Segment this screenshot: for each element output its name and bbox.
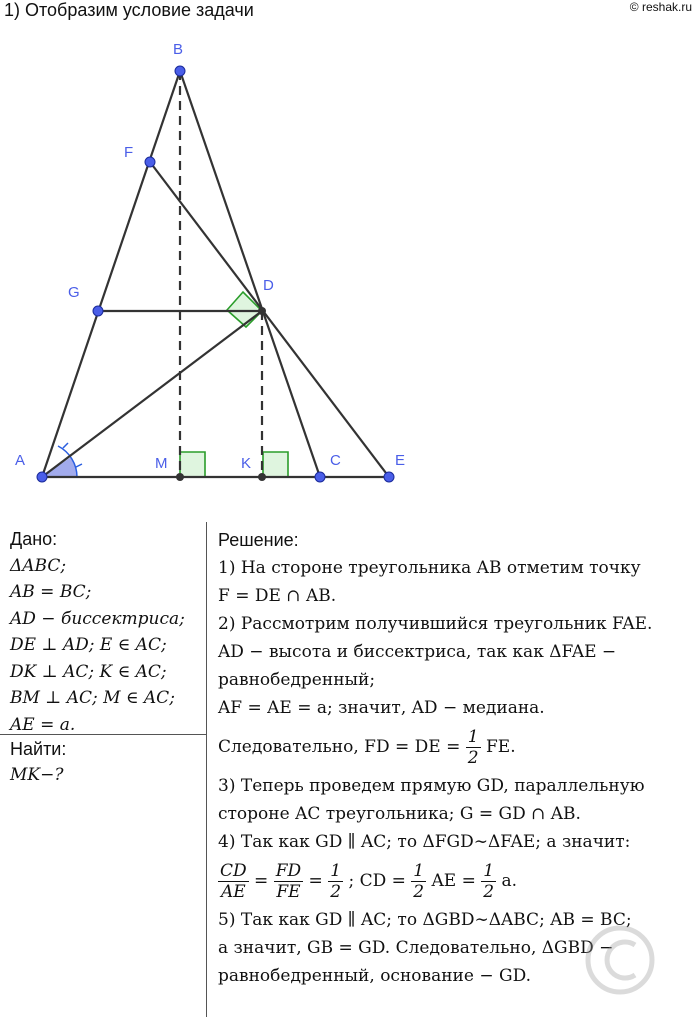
watermark-text: © reshak.ru (629, 0, 692, 14)
given-line: DE ⊥ AD; E ∈ AC; (10, 635, 167, 655)
fraction-numerator: 1 (330, 861, 342, 881)
equals-sign: = (254, 871, 269, 891)
given-line: AB = BC; (10, 582, 92, 602)
fraction-denominator: 2 (483, 882, 495, 902)
solution-line: 3) Теперь проведем прямую GD, параллельную (218, 776, 645, 796)
fraction (274, 861, 303, 902)
fraction-numerator: 1 (413, 861, 425, 881)
equals-sign: = (308, 871, 323, 891)
point-c (315, 472, 325, 482)
given-block (10, 526, 204, 738)
fraction (466, 727, 481, 768)
point-k (258, 473, 266, 481)
solution-line: AD − высота и биссектриса, так как ΔFAE − (218, 642, 617, 662)
given-line: AD − биссектриса; (10, 608, 185, 629)
segment-ad (42, 311, 262, 477)
fraction (411, 861, 426, 902)
right-angle-d (227, 292, 262, 327)
label-c: C (330, 452, 341, 469)
fraction (218, 861, 249, 902)
fraction-numerator: 1 (467, 727, 479, 747)
section-title: 1) Отобразим условие задачи (4, 0, 254, 20)
label-b: B (173, 41, 184, 58)
point-e (384, 472, 394, 482)
right-angle-k (263, 452, 288, 477)
fraction-denominator: FE (276, 882, 301, 902)
label-d: D (263, 277, 274, 294)
consequently-text: Следовательно, FD = DE = (218, 737, 461, 757)
segment-bc (180, 71, 320, 477)
solution-header: Решение: (218, 530, 299, 550)
consequently-tail: FE. (485, 737, 516, 757)
column-divider (206, 522, 207, 1017)
solution-line: 1) На стороне треугольника AB отметим точку (218, 558, 641, 578)
solution-line: 4) Так как GD ∥ AC; то ΔFGD∼ΔFAE; а значит: (218, 832, 631, 852)
segment-ab (42, 71, 180, 477)
fraction (481, 861, 496, 902)
solution-line: стороне AC треугольника; G = GD ∩ AB. (218, 804, 581, 824)
fraction-denominator: 2 (413, 882, 425, 902)
ratio-mid: AE = (431, 871, 476, 891)
given-line: AE = a. (10, 714, 76, 735)
fraction-denominator: 2 (330, 882, 342, 902)
segment-fe (150, 162, 389, 477)
point-f (145, 157, 155, 167)
solution-line: F = DE ∩ AB. (218, 586, 337, 606)
solution-line: а значит, GB = GD. Следовательно, ΔGBD − (218, 938, 614, 958)
given-line: ΔABC; (10, 555, 67, 576)
solution-block (218, 526, 696, 990)
solution-line: 2) Рассмотрим получившийся треугольник FAE. (218, 614, 653, 634)
given-header: Дано: (10, 529, 58, 549)
point-m (176, 473, 184, 481)
fraction-numerator: FD (275, 861, 302, 881)
fraction-denominator: AE (220, 882, 246, 902)
label-g: G (68, 284, 80, 301)
fraction-numerator: CD (220, 861, 247, 881)
find-header: Найти: (10, 739, 67, 759)
solution-consequently-line (218, 722, 696, 772)
find-line: MK−? (10, 765, 64, 785)
find-block (10, 736, 66, 788)
given-line: BM ⊥ AC; M ∈ AC; (10, 688, 175, 708)
fraction (328, 861, 343, 902)
ratio-separator: ; CD = (348, 871, 406, 891)
right-angle-m (180, 452, 205, 477)
label-e: E (395, 452, 406, 469)
point-d (258, 307, 266, 315)
ratio-tail: a. (501, 871, 518, 891)
given-line: DK ⊥ AC; K ∈ AC; (10, 661, 167, 682)
solution-ratio-line (218, 856, 696, 906)
point-g (93, 306, 103, 316)
label-f: F (124, 144, 134, 161)
solution-line: AF = AE = a; значит, AD − медиана. (218, 698, 545, 718)
point-a (37, 472, 47, 482)
solution-line: равнобедренный, основание − GD. (218, 966, 531, 986)
fraction-numerator: 1 (483, 861, 495, 881)
solution-line: равнобедренный; (218, 670, 376, 690)
angle-a-tick-1 (63, 443, 68, 448)
angle-a-tick-2 (76, 464, 82, 467)
solution-line: 5) Так как GD ∥ AC; то ΔGBD∼ΔABC; AB = BC; (218, 910, 632, 930)
geometry-figure (0, 0, 700, 500)
fraction-denominator: 2 (467, 748, 479, 768)
label-m: M (155, 455, 168, 472)
label-k: K (241, 455, 252, 472)
point-b (175, 66, 185, 76)
label-a: A (15, 452, 26, 469)
